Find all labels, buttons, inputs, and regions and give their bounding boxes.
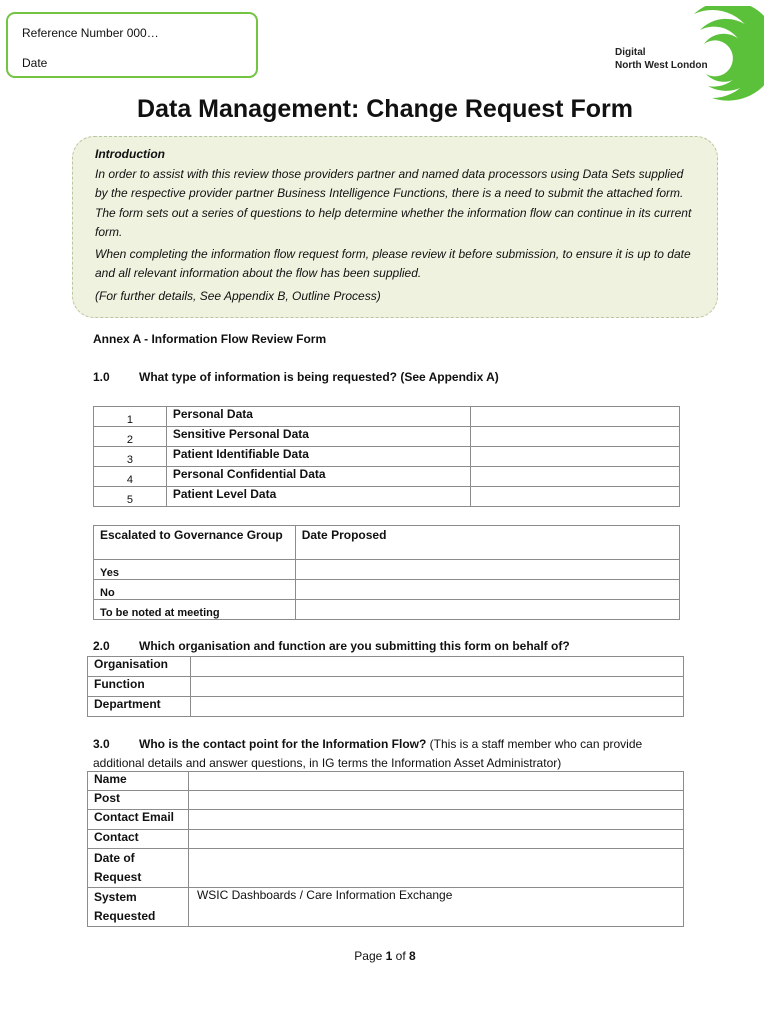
escalation-table [93,525,680,620]
intro-paragraph-2: When completing the information flow request form, please review it before submission, to ensure it is up to date and all relevant information about the flow has been supplied. [95,246,691,280]
section-1-heading: 1.0 What type of information is being requested? (See Appendix A) [93,370,499,384]
table-row: 2 Sensitive Personal Data [94,427,680,447]
table-row: System Requested WSIC Dashboards / Care Information Exchange [88,888,684,927]
table-row: Contact [88,830,684,849]
section-2-heading: 2.0 Which organisation and function are you submitting this form on behalf of? [93,639,570,653]
introduction-box [72,136,718,318]
info-type-2-input[interactable] [471,427,680,447]
info-type-1-input[interactable] [471,407,680,427]
page-title: Data Management: Change Request Form [137,95,633,123]
total-pages: 8 [409,949,416,963]
date-label: Date [22,56,48,70]
table-row: 1 Personal Data [94,407,680,427]
reference-number-label: Reference Number 000… [22,26,159,40]
function-input[interactable] [190,677,683,697]
table-row: Post [88,791,684,810]
annex-title: Annex A - Information Flow Review Form [93,332,327,346]
organisation-table [87,656,684,717]
info-type-table [93,406,680,507]
table-row: Organisation [88,657,684,677]
escalation-no-date-input[interactable] [295,580,679,600]
contact-table [87,771,684,927]
table-row: 5 Patient Level Data [94,487,680,507]
system-requested-input[interactable]: WSIC Dashboards / Care Information Exchange [188,888,683,927]
intro-paragraph-1: In order to assist with this review those providers partner and named data processors using Data Sets supplied by the respective provider partner Business Intelligence Functions, there is a need to submit the attached form. The form sets out a series of questions to help determine whether the information flow can continue in its current form. [95,166,692,239]
logo-text: Digital North West London [615,47,708,71]
intro-paragraph-3: (For further details, See Appendix B, Outline Process) [95,288,381,303]
contact-email-input[interactable] [188,810,683,830]
page-footer: Page 1 of 8 [354,949,416,963]
name-input[interactable] [188,772,683,791]
table-row: Name [88,772,684,791]
reference-box [6,12,258,78]
department-input[interactable] [190,697,683,717]
table-row: 3 Patient Identifiable Data [94,447,680,467]
intro-heading: Introduction [95,147,165,161]
date-of-request-input[interactable] [188,849,683,888]
contact-input[interactable] [188,830,683,849]
section-3-heading: 3.0 Who is the contact point for the Information Flow? (This is a staff member who can provide additional details and answer questions, in IG terms the Information Asset Administrator) [93,737,643,770]
info-type-4-input[interactable] [471,467,680,487]
table-row: Contact Email [88,810,684,830]
table-row: 4 Personal Confidential Data [94,467,680,487]
table-row: Escalated to Governance Group Date Proposed [94,526,680,560]
organisation-input[interactable] [190,657,683,677]
escalation-noted-date-input[interactable] [295,600,679,620]
info-type-5-input[interactable] [471,487,680,507]
table-row: Yes [94,560,680,580]
table-row: Date of Request [88,849,684,888]
table-row: Department [88,697,684,717]
table-row: No [94,580,680,600]
table-row: Function [88,677,684,697]
post-input[interactable] [188,791,683,810]
table-row: To be noted at meeting [94,600,680,620]
info-type-3-input[interactable] [471,447,680,467]
escalation-yes-date-input[interactable] [295,560,679,580]
current-page: 1 [385,949,393,963]
